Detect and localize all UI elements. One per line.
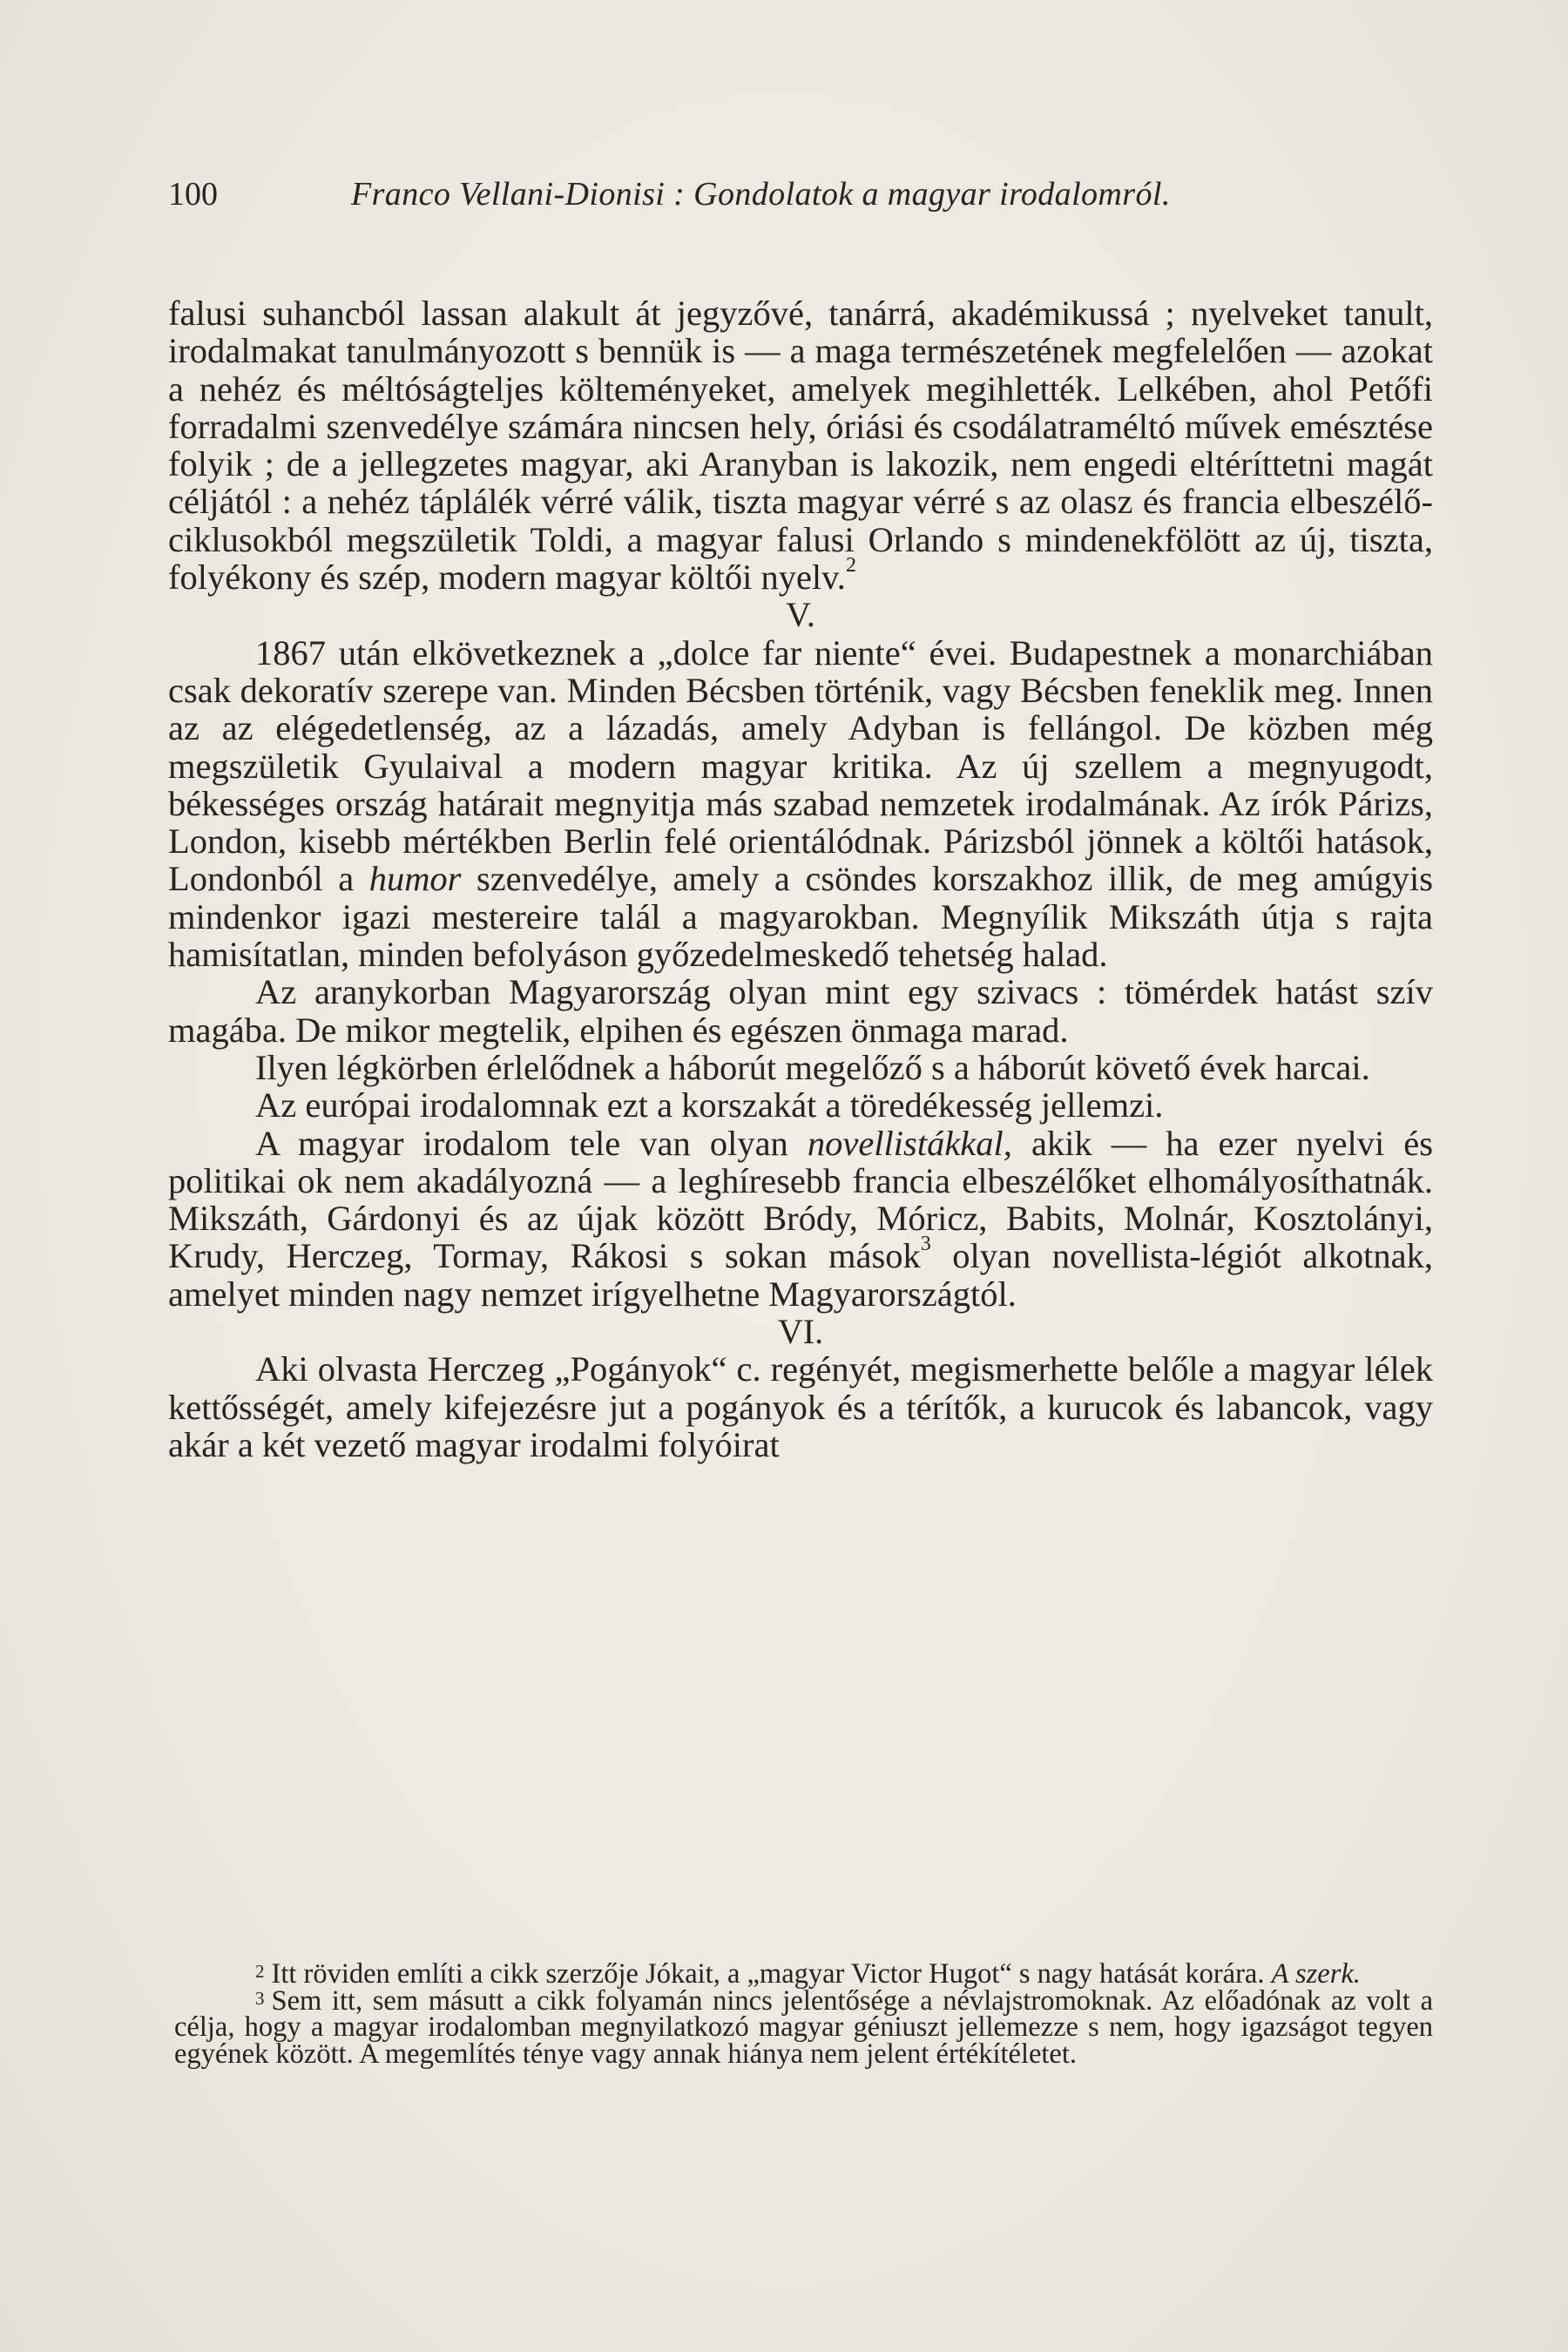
- section-heading-v: V.: [786, 595, 815, 635]
- footnote-text: Sem itt, sem másutt a cikk folyamán nincs jelentősége a névlajstromoknak. Az előadónak az volt a célja, hogy a magyar irodalomban megnyilatkozó magyar géniuszt jellemezze s nem, hogy igazságot tegyen egyének között. A megemlítés ténye vagy annak hiánya nem jelent értékítéletet.: [174, 1984, 1433, 2070]
- paragraph: [168, 634, 1433, 974]
- paragraph-text: A magyar irodalom tele van olyan: [255, 1123, 788, 1163]
- italic-term: humor: [368, 859, 462, 899]
- paragraph-text: 1867 után elkövetkeznek a „dolce far niente“ évei. Budapestnek a monarchiában csak dekoratív szerepe van. Minden Bécsben történik, vagy Bécsben feneklik meg. Innen az az elégedetlenség, az a lázadás, amely Adyban is fellángol. De közben még megszületik Gyulaival a modern magyar kritika. Az új szellem a megnyugodt, békességes ország határait megnyitja más szabad nemzetek irodalmának. Az írók Párizs, London, kisebb mértékben Berlin felé orientálódnak. Párizsból jönnek a költői hatások, Londonból a: [168, 632, 1433, 899]
- section-heading-vi: VI.: [777, 1312, 824, 1352]
- paragraph-text: akik — ha ezer nyelvi és politikai ok nem akadályozná — a leghíresebb francia elbeszélőket elhomályosíthatnák. Mikszáth, Gárdonyi és az újak között Bródy, Móricz, Babits, Molnár, Kosztolányi, Krudy, Herczeg, Tormay, Rákosi s sokan mások: [168, 1123, 1433, 1276]
- footnote-text: Itt röviden említi a cikk szerzője Jókait, a „magyar Victor Hugot“ s nagy hatását korára.: [271, 1958, 1265, 1990]
- body-text: [168, 294, 1433, 1463]
- paragraph-text: szenvedélye, amely a csöndes korszakhoz illik, de meg amúgyis mindenkor igazi mestereire talál a magyarokban. Megnyílik Mikszáth útja s rajta hamisítatlan, minden befolyáson győzedelmeskedő tehetség halad.: [168, 859, 1433, 975]
- paragraph: [168, 1125, 1433, 1313]
- footnote: [174, 1984, 1433, 2070]
- paragraph: Az aranykorban Magyarország olyan mint egy szivacs : tömérdek hatást szív magába. De mikor megtelik, elpihen és egészen önmaga marad.: [168, 972, 1433, 1050]
- footnote-ref: 2: [845, 554, 856, 578]
- footnote-mark: 3: [255, 1987, 265, 2009]
- paragraph: Aki olvasta Herczeg „Pogányok“ c. regényét, megismerhette belőle a magyar lélek kettősségét, amely kifejezésre jut a pogányok és a térítők, a kurucok és labancok, vagy akár a két vezető magyar irodalmi folyóirat: [168, 1349, 1433, 1464]
- footnote: [174, 1958, 1433, 1990]
- footnote-ref: 3: [920, 1233, 931, 1256]
- footnotes: [174, 1958, 1433, 2070]
- italic-term: novellistákkal,: [807, 1123, 1012, 1163]
- paragraph: [168, 294, 1433, 596]
- paragraph: Ilyen légkörben érlelődnek a háborút megelőző s a háborút követő évek harcai.: [255, 1047, 1370, 1087]
- page-number: 100: [168, 176, 218, 213]
- paragraph-text: olyan novellista-légiót alkotnak, amelyet minden nagy nemzet irígyelhetne Magyarországtól.: [168, 1236, 1434, 1314]
- paragraph-text: falusi suhancból lassan alakult át jegyzővé, tanárrá, akadémikussá ; nyelveket tanult, irodalmakat tanulmányozott s bennük is — a maga természetének megfelelően — azokat a nehéz és méltóságteljes költeményeket, amelyek megihlették. Lelkében, ahol Petőfi forradalmi szenvedélye számára nincsen hely, óriási és csodálatraméltó művek emésztése folyik ; de a jellegzetes magyar, aki Aranyban is lakozik, nem engedi eltéríttetni magát céljától : a nehéz táplálék vérré válik, tiszta magyar vérré s az olasz és francia elbeszélő-ciklusokból megszületik Toldi, a magyar falusi Orlando s mindenekfölött az új, tiszta, folyékony és szép, modern magyar költői nyelv.: [168, 294, 1433, 598]
- footnote-editor-note: A szerk.: [1271, 1958, 1361, 1990]
- paragraph: Az európai irodalomnak ezt a korszakát a töredékesség jellemzi.: [255, 1085, 1164, 1125]
- footnote-mark: 2: [255, 1961, 265, 1982]
- running-title: Franco Vellani-Dionisi : Gondolatok a magyar irodalomról.: [351, 176, 1171, 213]
- page-header: [168, 172, 1440, 216]
